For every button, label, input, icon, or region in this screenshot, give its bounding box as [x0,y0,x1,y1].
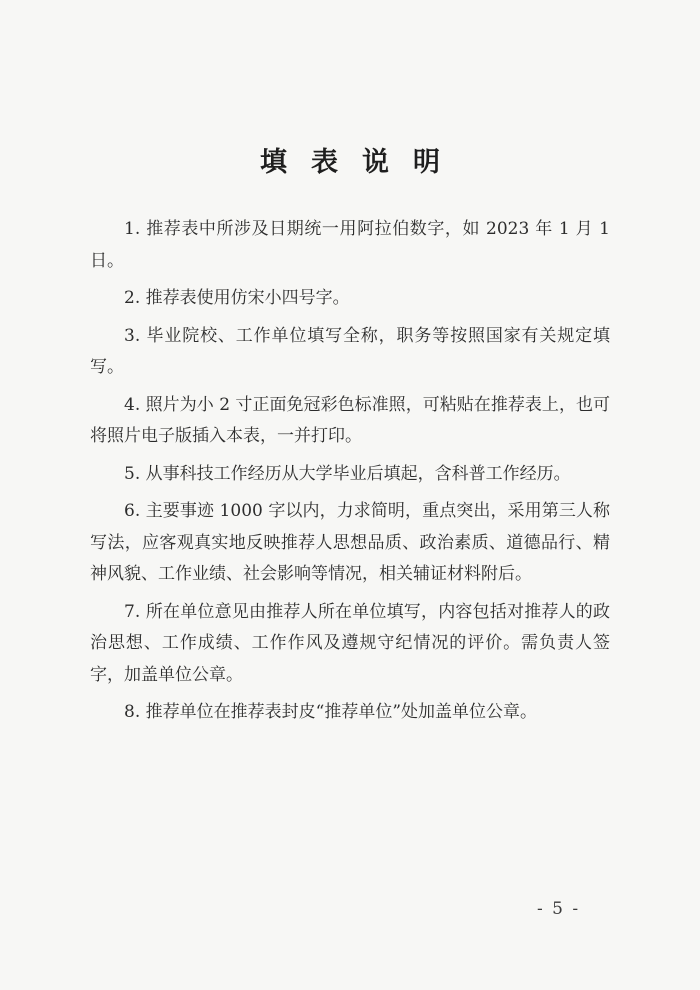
instruction-item-7: 7. 所在单位意见由推荐人所在单位填写，内容包括对推荐人的政治思想、工作成绩、工作作风及遵规守纪情况的评价。需负责人签字，加盖单位公章。 [90,601,610,685]
instruction-item-5: 5. 从事科技工作经历从大学毕业后填起，含科普工作经历。 [124,463,571,484]
page-number: - 5 - [537,899,581,919]
instructions-list [90,214,610,735]
instruction-item-8: 8. 推荐单位在推荐表封皮“推荐单位”处加盖单位公章。 [124,702,538,722]
instruction-item-6: 6. 主要事迹 1000 字以内，力求简明，重点突出，采用第三人称写法，应客观真实地反映推荐人思想品质、政治素质、道德品行、精神风貌、工作业绩、社会影响等情况，相关辅证材料附后。 [90,501,610,584]
instruction-item-4: 4. 照片为小 2 寸正面免冠彩色标准照，可粘贴在推荐表上，也可将照片电子版插入本表，一并打印。 [90,394,610,446]
instruction-item-1: 1. 推荐表中所涉及日期统一用阿拉伯数字，如 2023 年 1 月 1 日。 [90,219,610,271]
instruction-item-2: 2. 推荐表使用仿宋小四号字。 [124,288,350,308]
page-title: 填表说明 [260,147,464,178]
instruction-item-3: 3. 毕业院校、工作单位填写全称，职务等按照国家有关规定填写。 [90,325,610,377]
